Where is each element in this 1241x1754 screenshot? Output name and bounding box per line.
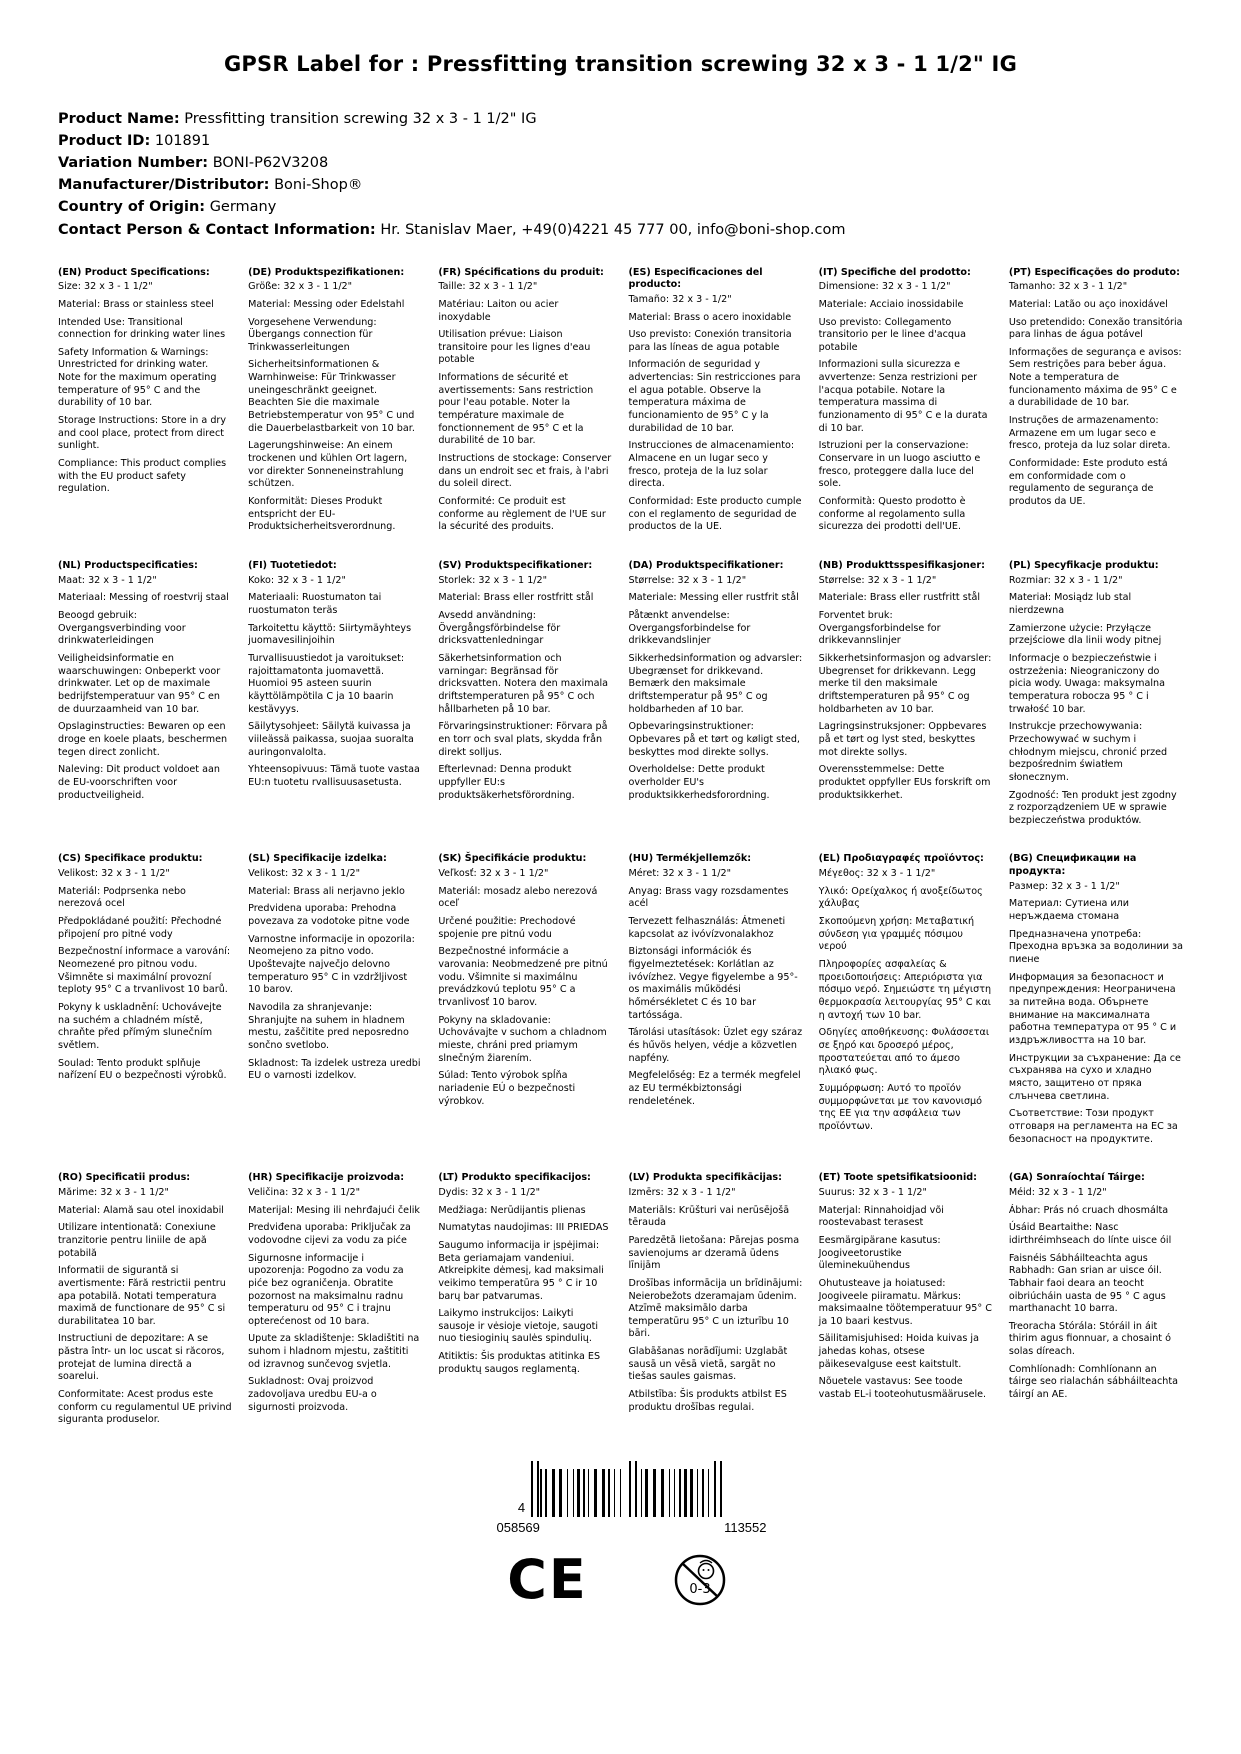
- spec-block-heading: (NL) Productspecificaties:: [58, 560, 198, 571]
- spec-line: Tamaño: 32 x 3 - 1/2": [628, 293, 732, 305]
- spec-block-heading: (BG) Спецификации на продукта:: [1008, 853, 1137, 878]
- compliance-marks: [507, 1548, 734, 1612]
- spec-line: Sukladnost: Ovaj proizvod zadovoljava uredbu EU-a o sigurnosti proizvoda.: [248, 1376, 377, 1413]
- spec-line: Intended Use: Transitional connection for drinking water lines: [58, 316, 226, 341]
- spec-line: Saugumo informacija ir įspėjimai: Beta geriamajam vandeniui. Atkreipkite dėmesį, kad maksimali veikimo temperatūra 95 ° C ir 10 barų bar patvarumas.: [438, 1239, 604, 1302]
- spec-line: Rozmiar: 32 x 3 - 1 1/2": [1008, 574, 1123, 586]
- spec-line: Varnostne informacije in opozorila: Neomejeno za pitno vodo. Upoštevajte največjo delovno temperaturo 95° C in vzdržljivost 10 barov.: [248, 933, 415, 996]
- spec-line: Zamierzone użycie: Przyłącze przejściowe dla linii wody pitnej: [1008, 622, 1162, 647]
- spec-line: Anyag: Brass vagy rozsdamentes acél: [628, 885, 789, 910]
- spec-line: Numatytas naudojimas: III PRIEDAS: [438, 1222, 609, 1234]
- spec-line: Conformité: Ce produit est conforme au règlement de l'UE sur la sécurité des produits.: [438, 496, 606, 533]
- spec-line: Materiaali: Ruostumaton tai ruostumaton teräs: [248, 592, 382, 616]
- spec-block: [248, 560, 422, 827]
- spec-line: Instruções de armazenamento: Armazene em um lugar seco e fresco, proteja da luz solar direta.: [1008, 415, 1171, 452]
- spec-line: Συμμόρφωση: Αυτό το προϊόν συμμορφώνεται με τον κανονισμό της ΕΕ για την ασφάλεια των προϊόντων.: [818, 1082, 983, 1132]
- spec-line: Informazioni sulla sicurezza e avvertenze: Senza restrizioni per l'acqua potabile. Notare la temperatura massima di funzionamento di 95° C e la durata di 10 bar.: [818, 359, 988, 434]
- meta-label: Product ID:: [58, 133, 151, 150]
- spec-line: Informacje o bezpieczeństwie i ostrzeżenia: Nieograniczony do picia wody. Uwaga: maksymalna temperatura robocza 95 ° C i trwałość 10 bar.: [1008, 652, 1165, 715]
- spec-block: [629, 853, 803, 1146]
- spec-block: [248, 267, 422, 534]
- spec-block-heading: (EL) Προδιαγραφές προϊόντος:: [818, 853, 984, 865]
- spec-line: Opslaginstructies: Bewaren op een droge en koele plaats, beschermen tegen direct zonlicht.: [58, 721, 228, 758]
- spec-line: Size: 32 x 3 - 1 1/2": [58, 281, 153, 293]
- spec-line: Pokyny k uskladnění: Uchovávejte na suchém a chladném místě, chraňte před přímým slunečním světlem.: [58, 1002, 222, 1051]
- spec-line: Compliance: This product complies with the EU product safety regulation.: [58, 458, 227, 495]
- spec-block: [438, 560, 612, 827]
- spec-block-heading: (FR) Spécifications du produit:: [438, 266, 604, 278]
- spec-line: Laikymo instrukcijos: Laikyti sausoje ir vėsioje vietoje, saugoti nuo tiesioginių saulės spindulių.: [438, 1308, 599, 1345]
- spec-line: Opbevaringsinstruktioner: Opbevares på et tørt og køligt sted, beskyttes mod direkte sollys.: [628, 721, 800, 758]
- spec-block-heading: (ET) Toote spetsifikatsioonid:: [818, 1172, 977, 1184]
- spec-line: Atitiktis: Šis produktas atitinka ES produktų saugos reglamentą.: [438, 1351, 601, 1375]
- spec-line: Avsedd användning: Övergångsförbindelse för dricksvattenledningar: [438, 609, 561, 647]
- spec-line: Предназначена употреба: Преходна връзка за водолинии за пиене: [1008, 928, 1183, 966]
- spec-line: Glabāšanas norādījumi: Uzglabāt sausā un vēsā vietā, sargāt no tiešas saules gaismas.: [628, 1346, 788, 1383]
- spec-line: Overensstemmelse: Dette produktet oppfyller EUs forskrift om produktsikkerhet.: [818, 764, 991, 801]
- spec-block: [1009, 267, 1183, 534]
- spec-line: Storage Instructions: Store in a dry and cool place, protect from direct sunlight.: [58, 415, 227, 452]
- spec-line: Vorgesehene Verwendung: Übergangs connection für Trinkwasserleitungen: [248, 316, 377, 353]
- spec-line: Säilytysohjeet: Säilytä kuivassa ja viileässä paikassa, suojaa suoralta auringonvalolta.: [248, 721, 414, 758]
- meta-label: Country of Origin:: [58, 199, 206, 216]
- spec-line: Uso previsto: Collegamento transitorio per le linee d'acqua potabile: [818, 316, 966, 353]
- spec-block: [1009, 1172, 1183, 1427]
- spec-line: Konformität: Dieses Produkt entspricht der EU-Produktsicherheitsverordnung.: [248, 496, 396, 533]
- spec-line: Storlek: 32 x 3 - 1 1/2": [438, 574, 548, 586]
- spec-line: Материал: Сутиена или неръждаема стомана: [1008, 898, 1129, 923]
- barcode-numbers: [475, 1520, 767, 1535]
- spec-line: Størrelse: 32 x 3 - 1 1/2": [628, 574, 747, 586]
- spec-line: Materjal: Rinnahoidjad või roostevabast terasest: [818, 1204, 944, 1229]
- spec-line: Súlad: Tento výrobok spĺňa nariadenie EÚ o bezpečnosti výrobkov.: [438, 1070, 576, 1107]
- spec-line: Conformidad: Este producto cumple con el reglamento de seguridad de productos de la UE.: [628, 496, 802, 533]
- meta-value: Pressfitting transition screwing 32 x 3 - 1 1/2" IG: [184, 111, 537, 128]
- spec-block: [58, 267, 232, 534]
- spec-line: Koko: 32 x 3 - 1 1/2": [248, 574, 346, 586]
- spec-line: Treoracha Stórála: Stóráil in áit thirim agus fionnuar, a chosaint ó solas díreach.: [1008, 1320, 1171, 1358]
- spec-block-heading: (HU) Termékjellemzők:: [628, 853, 752, 865]
- spec-line: Sikkerhedsinformation og advarsler: Ubegrænset for drikkevand. Bemærk den maksimale driftstemperatur på 95° C og holdbarheden af 10 bar.: [628, 652, 803, 715]
- spec-line: Veličina: 32 x 3 - 1 1/2": [248, 1186, 361, 1198]
- spec-line: Dydis: 32 x 3 - 1 1/2": [438, 1186, 541, 1198]
- page-title: GPSR Label for : Pressfitting transition screwing 32 x 3 - 1 1/2" IG: [223, 52, 1018, 76]
- spec-line: Größe: 32 x 3 - 1 1/2": [248, 281, 353, 293]
- spec-line: Veľkosť: 32 x 3 - 1 1/2": [438, 868, 549, 880]
- spec-line: Navodila za shranjevanje: Shranjujte na suhem in hladnem mestu, zaščitite pred neposredno sončno svetlobo.: [248, 1002, 409, 1051]
- spec-line: Predvidena uporaba: Prehodna povezava za vodotoke pitne vode: [248, 903, 410, 928]
- spec-line: Инструкции за съхранение: Да се съхранява на сухо и хладно място, защитено от пряка слънчева светлина.: [1008, 1052, 1181, 1102]
- spec-line: Safety Information & Warnings: Unrestricted for drinking water. Note for the maximum operating temperature of 95° C and the durability of 10 bar.: [58, 346, 217, 409]
- spec-line: Размер: 32 x 3 - 1 1/2": [1008, 880, 1120, 892]
- spec-line: Σκοπούμενη χρήση: Μεταβατική σύνδεση για γραμμές πόσιμου νερού: [818, 916, 975, 953]
- spec-line: Zgodność: Ten produkt jest zgodny z rozporządzeniem UE w sprawie bezpieczeństwa produktów.: [1008, 789, 1177, 826]
- spec-line: Tárolási utasítások: Üzlet egy száraz és hűvös helyen, védje a közvetlen napfény.: [628, 1027, 803, 1064]
- spec-block-heading: (HR) Specifikacije proizvoda:: [248, 1172, 405, 1184]
- spec-line: Lagringsinstruksjoner: Oppbevares på et tørt og lyst sted, beskyttes mot direkte sollys.: [818, 721, 987, 758]
- meta-label: Product Name:: [58, 111, 180, 128]
- spec-block: [819, 1172, 993, 1427]
- spec-line: Drošības informācija un brīdinājumi: Neierobežots dzeramajam ūdenim. Atzīmē maksimālo darba temperatūru 95° C un izturību 10 bāri.: [628, 1277, 803, 1340]
- spec-line: Beoogd gebruik: Overgangsverbinding voor drinkwaterleidingen: [58, 609, 186, 647]
- spec-block-heading: (LV) Produkta specifikācijas:: [628, 1172, 782, 1184]
- spec-line: Ábhar: Prás nó cruach dhosmálta: [1008, 1204, 1169, 1216]
- spec-line: Lagerungshinweise: An einem trockenen und kühlen Ort lagern, vor direkter Sonneneinstrahlung schützen.: [248, 440, 408, 490]
- spec-line: Material: Messing oder Edelstahl: [248, 298, 405, 310]
- spec-line: Materiaal: Messing of roestvrij staal: [58, 592, 229, 604]
- meta-row: [58, 196, 1183, 218]
- spec-block-heading: (LT) Produkto specifikacijos:: [438, 1172, 591, 1184]
- spec-line: Efterlevnad: Denna produkt uppfyller EU:s produktsäkerhetsförordning.: [438, 764, 575, 801]
- ce-mark-icon: CE: [507, 1548, 588, 1612]
- spec-block-heading: (FI) Tuotetiedot:: [248, 560, 337, 571]
- spec-block: [1009, 560, 1183, 827]
- spec-line: Nõuetele vastavus: See toode vastab EL-i tooteohutusmäärusele.: [818, 1376, 987, 1401]
- spec-block: [629, 560, 803, 827]
- spec-block-heading: (SK) Špecifikácie produktu:: [438, 853, 587, 865]
- spec-line: Comhlíonadh: Comhlíonann an táirge seo rialachán sábháilteachta táirgí an AE.: [1008, 1363, 1178, 1401]
- spec-line: Faisnéis Sábháilteachta agus Rabhadh: Gan srian ar uisce óil. Tabhair faoi deara an teocht oibriúcháin uasta de 95 ° C agus marthanacht 10 barra.: [1008, 1252, 1166, 1315]
- spec-line: Overholdelse: Dette produkt overholder EU's produktsikkerhedsforordning.: [628, 764, 770, 801]
- spec-line: Materijal: Mesing ili nehrđajući čelik: [248, 1204, 420, 1216]
- spec-line: Tervezett felhasználás: Átmeneti kapcsolat az ivóvízvonalakhoz: [628, 916, 786, 940]
- spec-block: [1009, 853, 1183, 1146]
- spec-block-heading: (EN) Product Specifications:: [58, 266, 210, 278]
- spec-line: Velikost: 32 x 3 - 1 1/2": [248, 868, 360, 880]
- spec-line: Μέγεθος: 32 x 3 - 1 1/2": [818, 868, 936, 880]
- spec-line: Istruzioni per la conservazione: Conservare in un luogo asciutto e fresco, proteggere dalla luce del sole.: [818, 440, 981, 490]
- spec-line: Taille: 32 x 3 - 1 1/2": [438, 281, 538, 293]
- spec-line: Úsáid Beartaithe: Nasc idirthréimhseach do línte uisce óil: [1008, 1222, 1172, 1246]
- spec-block-heading: (PL) Specyfikacje produktu:: [1008, 560, 1159, 571]
- barcode-group-right: 113552: [724, 1520, 767, 1536]
- barcode-group-left: 058569: [496, 1520, 540, 1536]
- product-meta: [58, 108, 1183, 240]
- spec-line: Upute za skladištenje: Skladištiti na suhom i hladnom mjestu, zaštititi od izravnog sunčevog svjetla.: [248, 1333, 420, 1370]
- spec-line: Dimensione: 32 x 3 - 1 1/2": [818, 281, 951, 293]
- spec-line: Velikost: 32 x 3 - 1 1/2": [58, 868, 170, 880]
- spec-block-heading: (DA) Produktspecifikationer:: [628, 560, 784, 571]
- meta-label: Variation Number:: [58, 155, 209, 172]
- spec-line: Materiał: Mosiądz lub stal nierdzewna: [1008, 592, 1132, 616]
- spec-line: Säilitamisjuhised: Hoida kuivas ja jahedas kohas, otsese päikesevalguse eest kaitstult.: [818, 1333, 979, 1370]
- spec-line: Bezpečnostné informácie a varovania: Neobmedzené pre pitnú vodu. Všimnite si maximálnu prevádzkovú teplotu 95° C a trvanlivosť 10 barov.: [438, 946, 608, 1009]
- spec-line: Material: Latão ou aço inoxidável: [1008, 298, 1168, 310]
- spec-line: Soulad: Tento produkt splňuje nařízení EU o bezpečnosti výrobků.: [58, 1057, 227, 1082]
- spec-line: Størrelse: 32 x 3 - 1 1/2": [818, 574, 937, 586]
- spec-block-heading: (IT) Specifiche del prodotto:: [818, 266, 971, 278]
- spec-line: Skladnost: Ta izdelek ustreza uredbi EU o varnosti izdelkov.: [248, 1057, 421, 1082]
- meta-label: Contact Person & Contact Information:: [58, 221, 376, 238]
- spec-line: Forventet bruk: Overgangsforbindelse for drikkevannslinjer: [818, 609, 941, 647]
- spec-line: Instructions de stockage: Conserver dans un endroit sec et frais, à l'abri du soleil direct.: [438, 453, 612, 490]
- spec-line: Mărime: 32 x 3 - 1 1/2": [58, 1186, 169, 1198]
- spec-block: [58, 853, 232, 1146]
- spec-line: Säkerhetsinformation och varningar: Begränsad för dricksvatten. Notera den maximala driftstemperaturen på 95° C och hållbarheten på 10 bar.: [438, 652, 609, 715]
- spec-line: Předpokládané použití: Přechodné připojení pro pitné vody: [58, 916, 222, 940]
- meta-value: Boni-Shop®: [274, 177, 363, 194]
- spec-line: Pokyny na skladovanie: Uchovávajte v suchom a chladnom mieste, chráni pred priamym slnečným žiarením.: [438, 1014, 607, 1064]
- spec-line: Materiál: mosadz alebo nerezová oceľ: [438, 885, 598, 910]
- spec-line: Material: Brass eller rostfritt stål: [438, 592, 594, 604]
- spec-block-heading: (RO) Specificatii produs:: [58, 1172, 191, 1184]
- meta-row: [58, 219, 1183, 241]
- meta-row: [58, 130, 1183, 152]
- spec-line: Material: Brass o acero inoxidable: [628, 311, 792, 323]
- spec-line: Biztonsági információk és figyelmeztetések: Korlátlan az ivóvízhez. Vegye figyelembe a 95°-os maximális működési hőmérsékletet C és 10 bar tartóssága.: [628, 946, 798, 1021]
- meta-row: [58, 152, 1183, 174]
- meta-value: Germany: [209, 199, 277, 216]
- spec-line: Predviđena uporaba: Priključak za vodovodne cijevi za vodu za piće: [248, 1222, 411, 1246]
- meta-value: 101891: [154, 133, 211, 150]
- spec-line: Utilisation prévue: Liaison transitoire pour les lignes d'eau potable: [438, 329, 591, 366]
- spec-line: Bezpečnostní informace a varování: Neomezené pro pitnou vodu. Všimněte si maximální provozní teploty 95° C a trvanlivost 10 barů.: [58, 946, 231, 996]
- meta-value: Hr. Stanislav Maer, +49(0)4221 45 777 00, info@boni-shop.com: [380, 221, 846, 238]
- spec-line: Sicherheitsinformationen & Warnhinweise: Für Trinkwasser uneingeschränkt geeignet. Beachten Sie die maximale Betriebstemperatur von 95° C und die Dauerbelastbarkeit von 10 bar.: [248, 359, 415, 434]
- spec-line: Tamanho: 32 x 3 - 1 1/2": [1008, 281, 1128, 293]
- spec-block: [58, 1172, 232, 1427]
- spec-line: Информация за безопасност и предупреждения: Неограничена за питейна вода. Обърнете внимание на максималната работна температура от 95 ° C и издръжливостта на 10 bar.: [1008, 971, 1177, 1046]
- spec-line: Πληροφορίες ασφαλείας & προειδοποιήσεις: Απεριόριστα για πόσιμο νερό. Σημειώστε τη μέγιστη θερμοκρασία λειτουργίας 95° C και η αντοχή των 10 bar.: [818, 959, 992, 1021]
- spec-block: [629, 1172, 803, 1427]
- spec-block: [248, 853, 422, 1146]
- spec-line: Materiale: Messing eller rustfrit stål: [628, 592, 799, 604]
- spec-line: Conformidade: Este produto está em conformidade com o regulamento de segurança de produtos da UE.: [1008, 458, 1168, 508]
- age-label: 0-3: [689, 1582, 711, 1598]
- spec-line: Veiligheidsinformatie en waarschuwingen: Onbeperkt voor drinkwater. Let op de maximale bedrijfstemperatuur van 95° C en de duurzaamheid van 10 bar.: [58, 652, 221, 715]
- spec-line: Påtænkt anvendelse: Overgangsforbindelse for drikkevandslinjer: [628, 609, 751, 647]
- barcode-bars: [531, 1461, 723, 1517]
- spec-line: Matériau: Laiton ou acier inoxydable: [438, 298, 559, 323]
- spec-line: Naleving: Dit product voldoet aan de EU-voorschriften voor productveiligheid.: [58, 764, 220, 801]
- spec-block: [438, 853, 612, 1146]
- spec-grid: [58, 267, 1183, 1428]
- spec-line: Informatii de sigurantă si avertismente: Fără restrictii pentru apa potabilă. Notati temperatura maximă de functionare de 95° C si durabilitatea 10 bar.: [58, 1265, 226, 1327]
- barcode-area: [58, 1461, 1183, 1612]
- spec-block-heading: (PT) Especificações do produto:: [1008, 266, 1180, 278]
- spec-line: Instrucciones de almacenamiento: Almacene en un lugar seco y fresco, proteja de la luz solar directa.: [628, 440, 795, 490]
- spec-line: Ohutusteave ja hoiatused: Joogiveele piiramatu. Märkus: maksimaalne töötemperatuur 95° C ja 10 baari kestvus.: [818, 1277, 992, 1327]
- spec-block-heading: (SV) Produktspecifikationer:: [438, 560, 593, 571]
- spec-line: Megfelelőség: Ez a termék megfelel az EU termékbiztonsági rendeletének.: [628, 1070, 801, 1107]
- spec-line: Materiale: Brass eller rustfritt stål: [818, 592, 981, 604]
- spec-line: Utilizare intentionată: Conexiune tranzitorie pentru liniile de apă potabilă: [58, 1222, 216, 1259]
- spec-line: Materiale: Acciaio inossidabile: [818, 298, 964, 310]
- spec-line: Medžiaga: Nerūdijantis plienas: [438, 1204, 586, 1216]
- spec-block: [438, 1172, 612, 1427]
- spec-line: Υλικό: Ορείχαλκος ή ανοξείδωτος χάλυβας: [818, 885, 983, 910]
- spec-line: Sikkerhetsinformasjon og advarsler: Ubegrenset for drikkevann. Legg merke til den maksimale driftstemperaturen på 95° C og holdbarheten av 10 bar.: [818, 652, 992, 715]
- spec-line: Förvaringsinstruktioner: Förvara på en torr och sval plats, skydda från direkt solljus.: [438, 721, 608, 758]
- spec-line: Sigurnosne informacije i upozorenja: Pogodno za vodu za piće bez ograničenja. Obratite pozornost na maksimalnu radnu temperaturu od 95° C i trajnu opterećenost od 10 bara.: [248, 1252, 404, 1327]
- spec-line: Tarkoitettu käyttö: Siirtymäyhteys juomavesilinjoihin: [248, 622, 412, 647]
- meta-label: Manufacturer/Distributor:: [58, 177, 270, 194]
- spec-line: Maat: 32 x 3 - 1 1/2": [58, 574, 157, 586]
- spec-line: Materiál: Podprsenka nebo nerezová ocel: [58, 885, 186, 910]
- spec-line: Suurus: 32 x 3 - 1 1/2": [818, 1186, 927, 1198]
- spec-line: Informações de segurança e avisos: Sem restrições para beber água. Note a temperatura de funcionamento máxima de 95° C e a durabilidade de 10 bar.: [1008, 346, 1182, 409]
- spec-block: [819, 267, 993, 534]
- spec-line: Conformità: Questo prodotto è conforme al regolamento sulla sicurezza dei prodotti dell'UE.: [818, 496, 966, 533]
- age-warning-icon: [666, 1554, 734, 1606]
- spec-line: Yhteensopivuus: Tämä tuote vastaa EU:n tuotetu rvallisuusasetusta.: [248, 764, 420, 788]
- spec-block: [438, 267, 612, 534]
- spec-line: Informations de sécurité et avertissements: Sans restriction pour l'eau potable. Noter la température maximale de fonctionnement de 95° C et la durabilité de 10 bar.: [438, 372, 594, 447]
- spec-block: [58, 560, 232, 827]
- spec-line: Eesmärgipärane kasutus: Joogiveetorustike üleminekuühendus: [818, 1234, 941, 1272]
- spec-line: Určené použitie: Prechodové spojenie pre pitnú vodu: [438, 916, 576, 940]
- barcode-left-digit: 4: [517, 1500, 526, 1516]
- spec-line: Izmērs: 32 x 3 - 1 1/2": [628, 1186, 736, 1198]
- meta-value: BONI-P62V3208: [212, 155, 329, 172]
- spec-line: Materiāls: Krūšturi vai nerūsējošā tērauda: [628, 1204, 790, 1229]
- meta-row: [58, 174, 1183, 196]
- spec-line: Conformitate: Acest produs este conform cu regulamentul UE privind siguranta produselor.: [58, 1389, 232, 1426]
- spec-line: Turvallisuustiedot ja varoitukset: rajoittamatonta juomavettä. Huomioi 95 asteen suurin käyttölämpötila C ja 10 baarin kestävyys.: [248, 652, 405, 715]
- spec-line: Instructiuni de depozitare: A se păstra într- un loc uscat si răcoros, protejat de lumina directă a soarelui.: [58, 1333, 225, 1383]
- spec-line: Material: Alamă sau otel inoxidabil: [58, 1204, 224, 1216]
- spec-line: Οδηγίες αποθήκευσης: Φυλάσσεται σε ξηρό και δροσερό μέρος, προστατεύεται από το άμεσο ηλιακό φως.: [818, 1027, 990, 1077]
- meta-row: [58, 108, 1183, 130]
- spec-block: [819, 560, 993, 827]
- spec-line: Uso pretendido: Conexão transitória para linhas de água potável: [1008, 316, 1183, 341]
- spec-block: [819, 853, 993, 1146]
- spec-block: [629, 267, 803, 534]
- spec-line: Material: Brass ali nerjavno jeklo: [248, 885, 405, 897]
- spec-line: Съответствие: Този продукт отговаря на регламента на ЕС за безопасност на продуктите.: [1008, 1108, 1178, 1145]
- spec-line: Instrukcje przechowywania: Przechowywać w suchym i chłodnym miejscu, chronić przed bezpośrednim światłem słonecznym.: [1008, 721, 1168, 783]
- spec-line: Atbilstība: Šis produkts atbilst ES produktu drošības regulai.: [628, 1389, 787, 1413]
- spec-block-heading: (DE) Produktspezifikationen:: [248, 266, 405, 278]
- spec-block-heading: (ES) Especificaciones del producto:: [628, 266, 763, 291]
- spec-block: [248, 1172, 422, 1427]
- spec-line: Paredzētā lietošana: Pārejas posma savienojums ar dzeramā ūdens līnijām: [628, 1234, 800, 1272]
- spec-line: Uso previsto: Conexión transitoria para las líneas de agua potable: [628, 329, 792, 353]
- spec-line: Material: Brass or stainless steel: [58, 298, 214, 310]
- spec-block-heading: (CS) Specifikace produktu:: [58, 853, 203, 865]
- spec-block-heading: (NB) Produkttsspesifikasjoner:: [818, 560, 985, 571]
- spec-block-heading: (GA) Sonraíochtaí Táirge:: [1008, 1172, 1145, 1184]
- spec-line: Méid: 32 x 3 - 1 1/2": [1008, 1186, 1107, 1198]
- spec-line: Méret: 32 x 3 - 1 1/2": [628, 868, 732, 880]
- spec-line: Información de seguridad y advertencias: Sin restricciones para el agua potable. Observe la temperatura máxima de funcionamiento de 95° C y la durabilidad de 10 bar.: [628, 359, 801, 434]
- spec-block-heading: (SL) Specifikacije izdelka:: [248, 853, 387, 865]
